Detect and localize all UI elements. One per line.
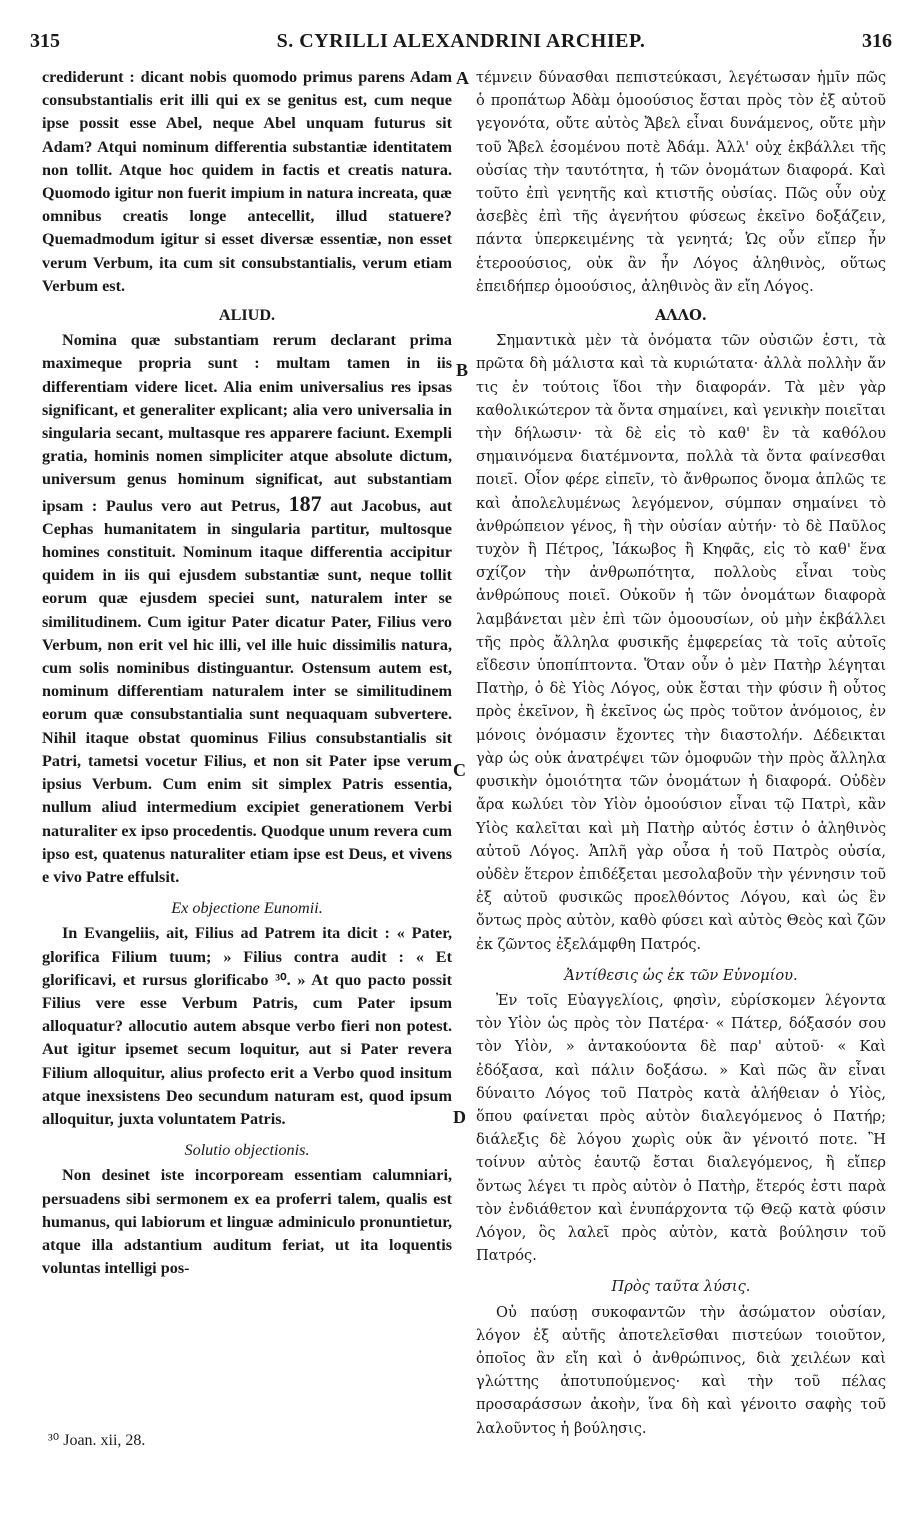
latin-solutio-paragraph: Non desinet iste incorpoream essentiam calumniari, persuadens sibi sermonem ex ea proferri talem, qualis est humanus, qui labiorum et linguæ adminiculo pronuntietur, atque illa adstantium auditum feriat, ut ita loquentis voluntas intelligi pos- bbox=[42, 1166, 452, 1278]
footnote: ³⁰ Joan. xii, 28. bbox=[48, 1432, 146, 1449]
greek-allo-heading: ΑΛΛΟ. bbox=[655, 307, 707, 325]
greek-lysis-paragraph: Οὐ παύσῃ συκοφαντῶν τὴν ἀσώματον οὐσίαν, λόγον ἐξ αὐτῆς ἀποτελεῖσθαι πιστεύων τοιοῦτον, ὁποῖος ἂν εἴη καὶ ὁ ἀνθρώπινος, διὰ χειλέων καὶ γλώττης ἀποτυπούμενος· καὶ τὴν τοῦ πέλας προσαράσσων ἀκοὴν, ἵνα δὴ καὶ γένοιτο σαφὴς τοῦ λαλοῦντος ἡ βούλησις. bbox=[476, 1303, 886, 1437]
column-number: 187 bbox=[288, 490, 322, 516]
margin-marker-c: C bbox=[453, 760, 466, 780]
latin-eunomii-heading: Ex objectione Eunomii. bbox=[171, 899, 323, 918]
latin-solutio-heading: Solutio objectionis. bbox=[184, 1141, 310, 1160]
right-page-number: 316 bbox=[862, 30, 892, 52]
greek-eunomiou-paragraph: Ἐν τοῖς Εὐαγγελίοις, φησὶν, εὑρίσκομεν λέγοντα τὸν Υἱὸν ὡς πρὸς τὸν Πατέρα· « Πάτερ, δόξασόν σου τὸν Υἱὸν, » ἀντακούοντα δὲ παρ' αὐτοῦ· « Καὶ ἐδόξασα, καὶ πάλιν δοξάσω. » Καὶ πῶς ἂν εἶναι δύναιτο Λόγος τοῦ Πατρὸς κατὰ ἀλήθειαν ὁ Υἱὸς, ὅπου φαίνεται πρὸς αὐτὸν διαλεγόμενος ὁ Πατήρ; διάλεξις δὲ λόγου χωρὶς οὐκ ἂν γένοιτό ποτε. Ἢ τοίνυν αὐτὸς ἑαυτῷ ἔσται διαλεγόμενος, ἢ εἴπερ ὄντως λέγει τι πρὸς αὐτὸν ὁ Πατὴρ, ἕτερός ἐστι παρὰ τὸν ἐνδιάθετον καὶ ἐνυπάρχοντα τῷ Θεῷ κατὰ φύσιν Λόγον, ὃς λαλεῖ πρὸς αὐτὸν, κατὰ βούλησιν τοῦ Πατρός. bbox=[476, 991, 886, 1265]
page-header bbox=[30, 30, 892, 60]
margin-marker-b: B bbox=[456, 360, 469, 380]
latin-aliud-paragraph bbox=[42, 329, 452, 889]
latin-aliud-text-part1: Nomina quæ substantiam rerum declarant prima maximeque propria sunt : multam tamen in iis differentiam videre licet. Alia enim universalius res ipsas significant, et generaliter explicant; alia vero universalia in singularia secant, multasque res apparere faciunt. Exempli gratia, hominis nomen simpliciter atque absolute dictum, universum genus hominum significat, aut substantiam ipsam : Paulus vero aut Petrus, bbox=[42, 331, 452, 515]
greek-allo-paragraph: Σημαντικὰ μὲν τὰ ὀνόματα τῶν οὐσιῶν ἐστι, τὰ πρῶτα δὴ μάλιστα καὶ τὰ κυριώτατα· ἀλλὰ πολλὴν ἄν τις ἐν τούτοις ἴδοι τὴν διαφοράν. Τὰ μὲν γὰρ καθολικώτερον τὰ ὄντα σημαίνει, καὶ γενικὴν ποιεῖται τὴν δήλωσιν· τὰ δὲ εἰς τὸ καθ' ἓν τὰ καθόλου σημαινόμενα διατέμνοντα, πολλὰ τὰ ὄντα φαίνεσθαι ποιεῖ. Οἷον φέρε εἰπεῖν, τὸ ἄνθρωπος ὄνομα ἁπλῶς τε καὶ ἀπολελυμένως λεγόμενον, σύμπαν σημαίνει τὸ ἀνθρώπειον γένος, ἢ τὴν οὐσίαν αὐτήν· τὸ δὲ Παῦλος τυχὸν ἢ Πέτρος, Ἰάκωβος ἢ Κηφᾶς, εἰς τὸ καθ' ἕνα σχίζον τὴν ἀνθρωπότητα, πολλοὺς εἶναι τοὺς ἀνθρώπους ποιεῖ. Οὐκοῦν ἡ τῶν ὀνομάτων διαφορὰ λαμβάνεται μὲν ἐπὶ τῶν ὁμοουσίων, οὐ μὴν ἐκβάλλει τῆς πρὸς ἄλληλα φυσικῆς ἐμφερείας τὰ τοῖς αὐτοῖς εἴδεσιν ὑποπίπτοντα. Ὅταν οὖν ὁ μὲν Πατὴρ λέγηται Πατὴρ, ὁ δὲ Υἱὸς Λόγος, οὐκ ἔσται τὴν φύσιν ἢ οὗτος πρὸς ἐκεῖνον, ἢ ἐκεῖνος ὡς πρὸς τοῦτον ἀνόμοιος, ἐν μόνοις ὀνόμασιν ἔχοντες τὴν διαστολήν. Δέδεικται γὰρ ὡς οὐκ ἀνατρέψει τῶν ὁμοφυῶν τὴν πρὸς ἄλληλα φυσικὴν ὁμοιότητα τῶν ὀνομάτων ἡ διαφορά. Οὐδὲν ἄρα κωλύει τὸν Υἱὸν ὁμοούσιον εἶναι τῷ Πατρὶ, κἂν Υἱὸς καλεῖται καὶ μὴ Πατὴρ αὐτός ἐστιν ὁ ἀληθινὸς αὐτοῦ Λόγος. Ἁπλῆ γὰρ οὖσα ἡ τοῦ Πατρὸς οὐσία, οὐδὲν ἕτερον ἐπιδέξεται μεσολαβοῦν τὴν γέννησιν τοῦ ἐξ αὐτοῦ φυσικῶς προελθόντος Λόγου, καὶ ὡς ἓν ὄντως πρὸς αὐτὸν, καθὸ φύσει καὶ αὐτὸς Θεὸς καὶ ζῶν ἐκ ζῶντος ἐξελάμφθη Πατρός. bbox=[476, 332, 886, 953]
latin-aliud-heading: ALIUD. bbox=[218, 306, 276, 325]
left-page-number: 315 bbox=[30, 30, 60, 52]
margin-marker-d: D bbox=[453, 1107, 466, 1127]
latin-column bbox=[42, 66, 452, 1280]
margin-marker-a: A bbox=[456, 68, 469, 88]
greek-eunomiou-heading: Ἀντίθεσις ὡς ἐκ τῶν Εὐνομίου. bbox=[564, 966, 798, 984]
greek-intro-paragraph: τέμνειν δύνασθαι πεπιστεύκασι, λεγέτωσαν ἡμῖν πῶς ὁ προπάτωρ Ἀδὰμ ὁμοούσιος ἔσται πρὸς τὸν ἐξ αὐτοῦ γεγονότα, οὔτε αὐτὸς Ἄβελ εἶναι δυνάμενος, οὔτε μὴν τοῦ Ἄβελ ἐσομένου ποτὲ Ἀδάμ. Ἀλλ' οὐχ ἐκβάλλει τῆς οὐσίας τὴν ταυτότητα, ἡ τῶν ὀνομάτων διαφορά. Καὶ τοῦτο ἐπὶ γενητῆς καὶ κτιστῆς οὐσίας. Πῶς οὖν οὐχ ἀσεβὲς ἐπὶ τῆς ἀγενήτου φύσεως ἐκεῖνο δοξάζειν, πάντα ὑπερκειμένης τὰ γενητά; Ὡς οὖν εἴπερ ἦν ἑτεροούσιος, οὐκ ἂν ἦν Λόγος ἀληθινὸς, οὕτως ἐπειδήπερ ὁμοούσιος, ἀληθινὸς ἂν εἴη Λόγος. bbox=[476, 69, 886, 295]
latin-aliud-text-part2: aut Jacobus, aut Cephas humanitatem in singularia partitur, multosque homines constituit. Nominum itaque differentia accipitur quidem in iis qui ejusdem substantiæ sunt, neque tollit eorum quæ ejusdem speciei sunt, naturalem inter se similitudinem. Cum igitur Pater dicatur Pater, Filius vero Verbum, non erit vel hic illi, vel ille huic dissimilis natura, cum solis nominibus distinguantur. Ostensum autem est, nominum differentiam naturalem inter se similitudinem eorum quæ consubstantialia sunt nequaquam subvertere. Nihil itaque obstat quominus Filius consubstantialis sit Patri, tametsi vocetur Filius, et non sit Pater ipse verum ipsius Verbum. Cum enim sit simplex Patris essentia, nullum aliud intermedium excipiet generationem Verbi naturaliter ex ipso procedentis. Quodque unum revera cum ipso est, quatenus naturaliter etiam ipse est Deus, et vivens e vivo Patre effulsit. bbox=[42, 496, 453, 886]
running-title: S. CYRILLI ALEXANDRINI ARCHIEP. bbox=[276, 30, 646, 52]
greek-lysis-heading: Πρὸς ταῦτα λύσις. bbox=[611, 1278, 751, 1296]
latin-intro-paragraph: crediderunt : dicant nobis quomodo primus parens Adam consubstantialis erit illi qui ex se genitus est, cum neque ipse possit esse Abel, neque Abel unquam futurus sit Adam? Atqui nominum differentia substantiæ identitatem non tollit. Atque hoc quidem in factis et creatis natura. Quomodo igitur non fuerit impium in natura increata, quæ omnibus creatis longe antecellit, illud statuere? Quemadmodum igitur si esset diversæ essentiæ, non esset verum Verbum, ita cum sit consubstantialis, verum etiam Verbum est. bbox=[42, 68, 452, 295]
latin-eunomii-paragraph: In Evangeliis, ait, Filius ad Patrem ita dicit : « Pater, glorifica Filium tuum; » Filius contra audit : « Et glorificavi, et rursus glorificabo ³⁰. » At quo pacto possit Filius vere esse Verbum Patris, cum Pater ipsum alloquatur? allocutio autem absque verbo fieri non potest. Aut igitur ipsemet secum loquitur, aut si Pater revera Filium alloquitur, alius profecto erit a Verbo quod insitum atque inexsistens Deo secundum naturam est, quod ipsum alloquitur, juxta voluntatem Patris. bbox=[42, 924, 452, 1128]
greek-column bbox=[476, 66, 886, 1440]
